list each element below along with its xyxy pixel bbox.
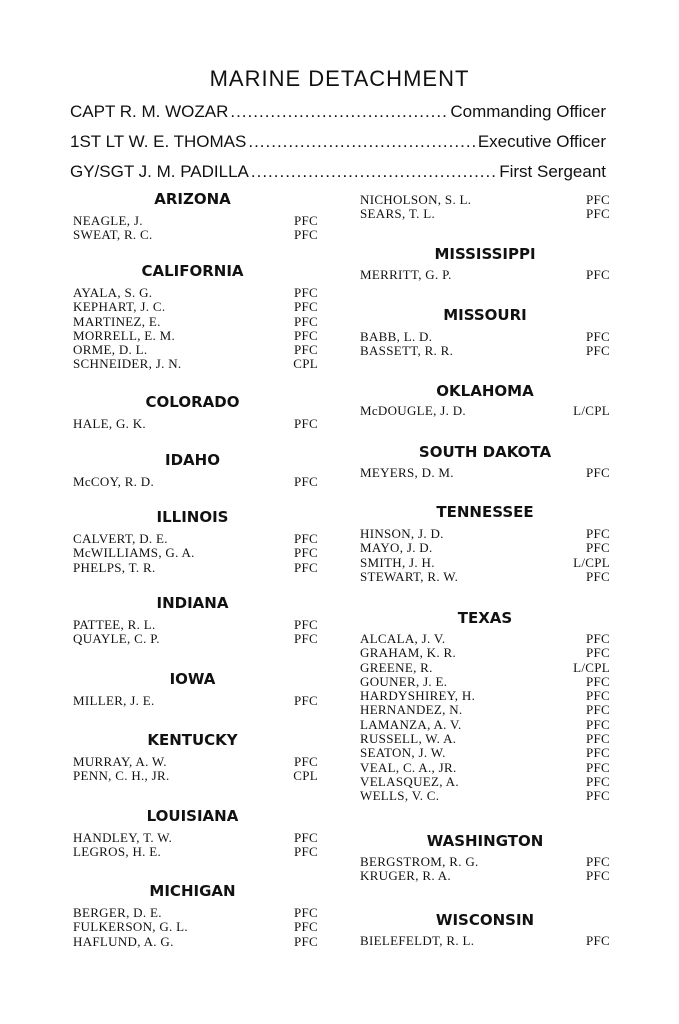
roster-row <box>360 556 610 570</box>
member-name: STEWART, R. W. <box>360 568 459 584</box>
member-rank: CPL <box>293 768 318 784</box>
member-rank: L/CPL <box>573 554 610 570</box>
state-heading-oklahoma: OKLAHOMA <box>436 382 534 400</box>
roster-row <box>73 546 318 560</box>
roster-tennessee <box>360 527 610 584</box>
roster-idaho <box>73 475 318 489</box>
member-rank: PFC <box>293 213 318 228</box>
roster-oklahoma <box>360 404 610 418</box>
member-rank: PFC <box>585 759 610 775</box>
roster-row <box>360 268 610 282</box>
member-name: NICHOLSON, S. L. <box>360 192 472 207</box>
roster-row <box>360 761 610 775</box>
member-name: MEYERS, D. M. <box>360 465 454 480</box>
member-rank: PFC <box>293 313 318 329</box>
roster-row <box>360 404 610 418</box>
member-name: HERNANDEZ, N. <box>360 702 463 718</box>
roster-indiana <box>73 618 318 647</box>
member-rank: PFC <box>293 905 318 920</box>
roster-row <box>73 935 318 949</box>
member-name: MERRITT, G. P. <box>360 267 452 282</box>
roster-row <box>73 632 318 646</box>
state-heading-indiana: INDIANA <box>156 594 229 612</box>
roster-row <box>360 689 610 703</box>
roster-row <box>73 694 318 708</box>
roster-row <box>73 845 318 859</box>
member-name: GOUNER, J. E. <box>360 673 448 689</box>
officer-commanding <box>70 100 606 124</box>
member-rank: PFC <box>585 267 610 282</box>
officer-executive <box>70 130 606 154</box>
member-rank: PFC <box>293 844 318 860</box>
state-heading-colorado: COLORADO <box>145 393 240 411</box>
member-rank: PFC <box>585 540 610 556</box>
member-name: WELLS, V. C. <box>360 788 440 804</box>
roster-row <box>360 703 610 717</box>
roster-row <box>360 732 610 746</box>
member-name: AYALA, S. G. <box>73 285 153 300</box>
state-heading-south-dakota: SOUTH DAKOTA <box>418 443 552 461</box>
member-name: MURRAY, A. W. <box>73 754 167 769</box>
roster-kentucky <box>73 755 318 784</box>
roster-row <box>73 228 318 242</box>
member-rank: PFC <box>585 788 610 804</box>
roster-michigan-continued <box>360 193 610 222</box>
member-name: HALE, G. K. <box>73 416 146 431</box>
member-name: CALVERT, D. E. <box>73 531 168 546</box>
roster-michigan <box>73 906 318 949</box>
member-name: QUAYLE, C. P. <box>73 631 160 647</box>
state-heading-louisiana: LOUISIANA <box>146 807 239 825</box>
member-rank: PFC <box>293 299 318 315</box>
roster-row <box>73 532 318 546</box>
member-name: VELASQUEZ, A. <box>360 773 459 789</box>
roster-row <box>73 755 318 769</box>
state-heading-missouri: MISSOURI <box>443 306 527 324</box>
member-rank: PFC <box>585 329 610 344</box>
member-name: BERGER, D. E. <box>73 905 162 920</box>
member-rank: PFC <box>293 693 318 708</box>
officer-name: 1ST LT W. E. THOMAS <box>70 132 247 151</box>
member-name: BIELEFELDT, R. L. <box>360 933 475 948</box>
roster-row <box>73 343 318 357</box>
member-name: McCOY, R. D. <box>73 474 155 489</box>
member-rank: PFC <box>585 773 610 789</box>
roster-row <box>360 527 610 541</box>
member-rank: PFC <box>585 673 610 689</box>
roster-row <box>360 775 610 789</box>
roster-row <box>360 675 610 689</box>
member-name: BABB, L. D. <box>360 329 433 344</box>
roster-row <box>73 315 318 329</box>
roster-row <box>360 207 610 221</box>
member-rank: PFC <box>585 745 610 761</box>
member-name: NEAGLE, J. <box>73 213 143 228</box>
member-name: SEATON, J. W. <box>360 745 446 761</box>
member-name: MAYO, J. D. <box>360 540 433 556</box>
state-heading-arizona: ARIZONA <box>154 190 231 208</box>
state-heading-illinois: ILLINOIS <box>156 508 229 526</box>
officer-name: CAPT R. M. WOZAR <box>70 102 229 121</box>
member-name: MORRELL, E. M. <box>73 327 176 343</box>
roster-california <box>73 286 318 372</box>
member-rank: PFC <box>293 531 318 546</box>
roster-row <box>360 746 610 760</box>
officer-role: First Sergeant <box>499 162 606 181</box>
state-heading-kentucky: KENTUCKY <box>147 731 238 749</box>
roster-row <box>360 855 610 869</box>
member-name: HAFLUND, A. G. <box>73 933 174 949</box>
member-rank: PFC <box>585 206 610 222</box>
member-name: PATTEE, R. L. <box>73 617 156 632</box>
member-rank: PFC <box>293 327 318 343</box>
member-rank: PFC <box>585 465 610 480</box>
member-rank: L/CPL <box>573 403 610 418</box>
member-name: HINSON, J. D. <box>360 526 444 541</box>
member-rank: PFC <box>585 192 610 207</box>
roster-row <box>73 475 318 489</box>
roster-row <box>73 214 318 228</box>
roster-wisconsin <box>360 934 610 948</box>
dot-leader <box>248 130 475 154</box>
roster-row <box>73 769 318 783</box>
roster-row <box>73 831 318 845</box>
roster-row <box>360 718 610 732</box>
member-name: KRUGER, R. A. <box>360 868 451 884</box>
member-rank: PFC <box>585 568 610 584</box>
roster-illinois <box>73 532 318 575</box>
state-heading-idaho: IDAHO <box>165 451 220 469</box>
member-rank: PFC <box>293 933 318 949</box>
dot-leader <box>251 160 497 184</box>
page-title: MARINE DETACHMENT <box>209 66 470 91</box>
officer-role: Executive Officer <box>477 132 606 151</box>
roster-row <box>73 618 318 632</box>
member-name: HARDYSHIREY, H. <box>360 688 476 704</box>
member-rank: PFC <box>293 754 318 769</box>
member-name: KEPHART, J. C. <box>73 299 166 315</box>
roster-row <box>360 570 610 584</box>
member-rank: PFC <box>585 854 610 869</box>
officer-role: Commanding Officer <box>450 102 606 121</box>
roster-louisiana <box>73 831 318 860</box>
member-rank: PFC <box>293 545 318 561</box>
member-name: LAMANZA, A. V. <box>360 716 462 732</box>
roster-row <box>360 330 610 344</box>
roster-row <box>73 920 318 934</box>
roster-row <box>73 300 318 314</box>
member-rank: PFC <box>585 731 610 747</box>
member-name: MARTINEZ, E. <box>73 313 161 329</box>
member-name: ORME, D. L. <box>73 342 148 358</box>
roster-row <box>73 286 318 300</box>
member-name: SEARS, T. L. <box>360 206 435 222</box>
member-name: BASSETT, R. R. <box>360 343 454 359</box>
member-rank: PFC <box>585 868 610 884</box>
roster-row <box>73 906 318 920</box>
roster-arizona <box>73 214 318 243</box>
state-heading-tennessee: TENNESSEE <box>436 503 534 521</box>
roster-washington <box>360 855 610 884</box>
member-rank: PFC <box>585 688 610 704</box>
member-rank: PFC <box>293 631 318 647</box>
member-rank: PFC <box>293 342 318 358</box>
state-heading-california: CALIFORNIA <box>141 262 244 280</box>
roster-texas <box>360 632 610 804</box>
roster-row <box>360 789 610 803</box>
member-name: SCHNEIDER, J. N. <box>73 356 182 372</box>
member-rank: PFC <box>585 645 610 661</box>
member-rank: CPL <box>293 356 318 372</box>
member-rank: PFC <box>585 933 610 948</box>
member-name: LEGROS, H. E. <box>73 844 162 860</box>
member-rank: PFC <box>293 617 318 632</box>
member-rank: L/CPL <box>573 659 610 675</box>
roster-row <box>360 632 610 646</box>
roster-row <box>73 561 318 575</box>
member-name: RUSSELL, W. A. <box>360 731 457 747</box>
roster-row <box>360 193 610 207</box>
member-rank: PFC <box>585 716 610 732</box>
roster-row <box>360 541 610 555</box>
officer-first-sergeant <box>70 160 606 184</box>
roster-row <box>360 646 610 660</box>
roster-row <box>360 344 610 358</box>
member-name: HANDLEY, T. W. <box>73 830 173 845</box>
member-name: GREENE, R. <box>360 659 433 675</box>
roster-row <box>73 357 318 371</box>
member-rank: PFC <box>585 526 610 541</box>
member-name: McDOUGLE, J. D. <box>360 403 466 418</box>
state-heading-mississippi: MISSISSIPPI <box>434 245 536 263</box>
member-rank: PFC <box>293 919 318 935</box>
state-heading-washington: WASHINGTON <box>426 832 544 850</box>
member-name: FULKERSON, G. L. <box>73 919 188 935</box>
member-name: SMITH, J. H. <box>360 554 435 570</box>
roster-missouri <box>360 330 610 359</box>
state-heading-iowa: IOWA <box>169 670 216 688</box>
roster-row <box>360 661 610 675</box>
member-name: VEAL, C. A., JR. <box>360 759 457 775</box>
member-rank: PFC <box>585 343 610 359</box>
member-name: SWEAT, R. C. <box>73 227 153 243</box>
officer-name: GY/SGT J. M. PADILLA <box>70 162 249 181</box>
member-name: GRAHAM, K. R. <box>360 645 456 661</box>
roster-row <box>73 417 318 431</box>
member-rank: PFC <box>293 227 318 243</box>
member-rank: PFC <box>585 702 610 718</box>
roster-row <box>360 869 610 883</box>
member-name: McWILLIAMS, G. A. <box>73 545 195 561</box>
member-rank: PFC <box>293 416 318 431</box>
dot-leader <box>230 100 448 124</box>
member-name: PHELPS, T. R. <box>73 559 156 575</box>
member-rank: PFC <box>293 559 318 575</box>
member-name: MILLER, J. E. <box>73 693 155 708</box>
member-rank: PFC <box>293 285 318 300</box>
member-name: PENN, C. H., JR. <box>73 768 170 784</box>
member-name: BERGSTROM, R. G. <box>360 854 479 869</box>
member-rank: PFC <box>293 474 318 489</box>
roster-row <box>360 466 610 480</box>
state-heading-wisconsin: WISCONSIN <box>435 911 535 929</box>
roster-row <box>360 934 610 948</box>
roster-iowa <box>73 694 318 708</box>
member-name: ALCALA, J. V. <box>360 631 446 646</box>
member-rank: PFC <box>293 830 318 845</box>
state-heading-michigan: MICHIGAN <box>149 882 236 900</box>
member-rank: PFC <box>585 631 610 646</box>
roster-row <box>73 329 318 343</box>
roster-colorado <box>73 417 318 431</box>
roster-mississippi <box>360 268 610 282</box>
roster-south-dakota <box>360 466 610 480</box>
state-heading-texas: TEXAS <box>457 609 513 627</box>
